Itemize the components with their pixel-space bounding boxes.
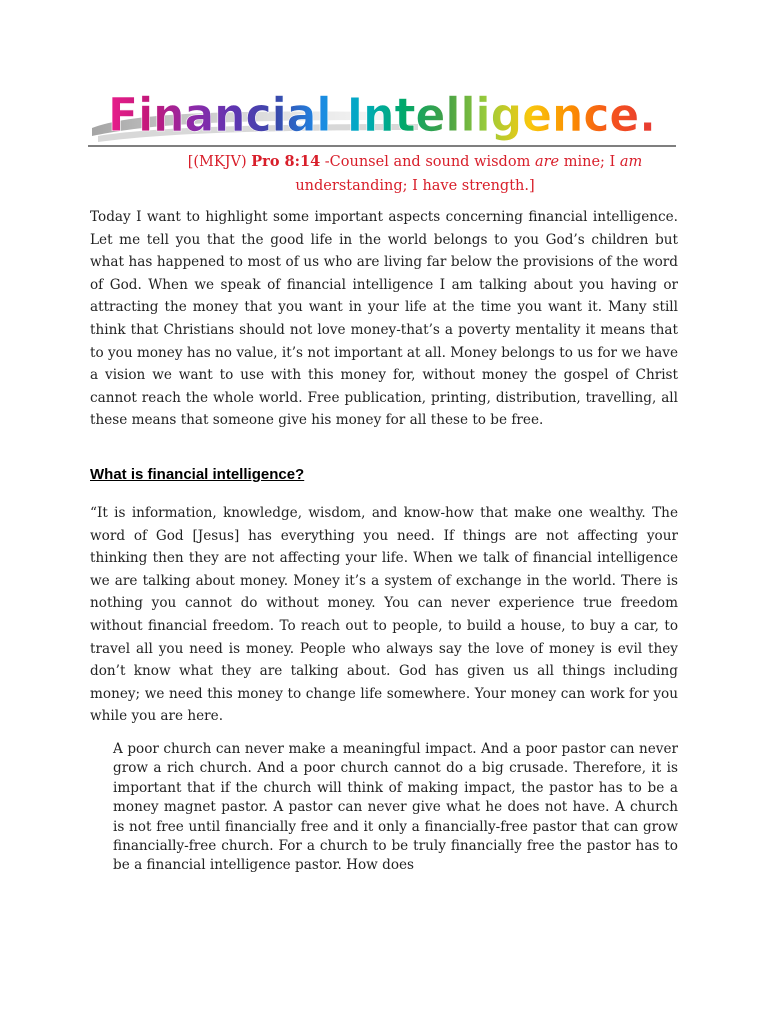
verse-open: [(MKJV) — [187, 154, 252, 170]
paragraph-church: A poor church can never make a meaningful impact. And a poor pastor can never grow a rich church. And a poor church cannot do a big crusade. Therefore, it is important that if the church will think of making impact, the pastor has to be a money magnet pastor. A pastor can never give what he does not have. A church is not free until financially free and it only a financially-free pastor that can grow financially-free church. For a church to be truly financially free the pastor has to be a financial intelligence pastor. How does — [113, 741, 678, 874]
verse-am: am — [619, 154, 643, 170]
paragraph-intro: Today I want to highlight some important aspects concerning financial intelligence. Let me tell you that the good life in the world belongs to you God’s children but what has happened to most of us who are living far below the provisions of the word of God. When we speak of financial intelligence I am talking about you having or attracting the money that you want in your life at the time you want it. Many still think that Christians should not love money-that’s a poverty mentality it means that to you money has no value, it’s not important at all. Money belongs to us for we have a vision we want to use with this money for, without money the gospel of Christ cannot reach the whole world. Free publication, printing, distribution, travelling, all these means that someone give his money for all these to be free. — [90, 209, 678, 429]
verse-are: are — [534, 154, 560, 170]
verse-text-b: mine; I — [559, 154, 620, 170]
scripture-verse — [150, 150, 680, 198]
rainbow-title-art — [88, 84, 680, 154]
verse-text-a: -Counsel and sound wisdom — [320, 154, 535, 170]
title-text: Financial Intelligence. — [108, 88, 656, 142]
section-heading: What is financial intelligence? — [90, 466, 305, 483]
verse-text-c: understanding; I have strength.] — [295, 178, 535, 194]
paragraph-definition: “It is information, knowledge, wisdom, and know-how that make one wealthy. The word of God [Jesus] has everything you need. If things are not affecting your thinking then they are not affecting your life. When we talk of financial intelligence we are talking about money. Money it’s a system of exchange in the world. There is nothing you cannot do without money. You can never experience true freedom without financial freedom. To reach out to people, to build a house, to buy a car, to travel all you need is money. People who always say the love of money is evil they don’t know what they are talking about. God has given us all things including money; we need this money to change life somewhere. Your money can work for you while you are here. — [90, 505, 678, 725]
verse-reference: Pro 8:14 — [251, 153, 321, 170]
document-title — [88, 84, 680, 154]
